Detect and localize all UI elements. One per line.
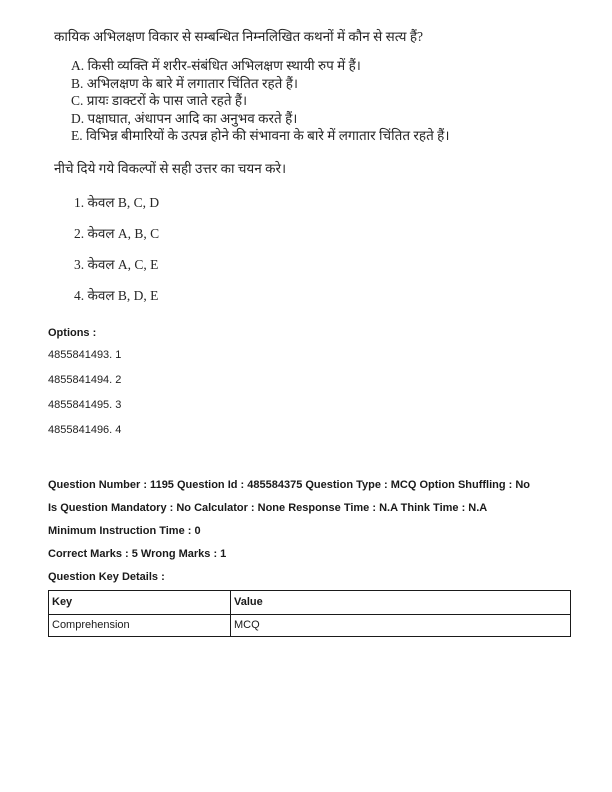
question-key-table bbox=[48, 590, 571, 637]
answer-option-2: 2. केवल A, B, C bbox=[74, 225, 160, 241]
metadata-line-4: Correct Marks : 5 Wrong Marks : 1 bbox=[48, 547, 227, 560]
answer-option-3: 3. केवल A, C, E bbox=[74, 256, 159, 272]
key-table-header-key: Key bbox=[49, 590, 231, 614]
key-table-cell-value: MCQ bbox=[231, 614, 571, 636]
metadata-line-2: Is Question Mandatory : No Calculator : None Response Time : N.A Think Time : N.A bbox=[48, 501, 488, 514]
statements-list bbox=[71, 57, 570, 145]
statement-item-d: D. पक्षाघात, अंधापन आदि का अनुभव करते हैं। bbox=[71, 110, 298, 126]
statement-item-a: A. किसी व्यक्ति में शरीर-संबंधित अभिलक्षण स्थायी रुप में हैं। bbox=[71, 58, 361, 73]
key-table-header-value: Value bbox=[231, 590, 571, 614]
answer-option-4: 4. केवल B, D, E bbox=[74, 287, 159, 303]
option-ids-list bbox=[48, 348, 570, 438]
statement-item-e: E. विभिन्न बीमारियों के उत्पन्न होने की संभावना के बारे में लगातार चिंतित रहते हैं। bbox=[71, 128, 450, 143]
statement-item-b: B. अभिलक्षण के बारे में लगातार चिंतित रहते हैं। bbox=[71, 75, 299, 91]
question-metadata bbox=[48, 474, 570, 589]
metadata-line-3: Minimum Instruction Time : 0 bbox=[48, 524, 201, 537]
key-table-row bbox=[49, 614, 571, 636]
answer-options-list bbox=[74, 194, 570, 305]
metadata-line-1: Question Number : 1195 Question Id : 485584375 Question Type : MCQ Option Shuffling : No bbox=[48, 478, 531, 491]
page-content bbox=[48, 28, 570, 637]
option-id-2: 4855841494. 2 bbox=[48, 373, 122, 386]
question-text: कायिक अभिलक्षण विकार से सम्बन्धित निम्नलिखित कथनों में कौन से सत्य हैं? bbox=[54, 29, 424, 44]
option-id-4: 4855841496. 4 bbox=[48, 423, 122, 436]
key-table-header-row bbox=[49, 590, 571, 614]
options-section-label: Options : bbox=[48, 326, 97, 339]
key-table-cell-key: Comprehension bbox=[49, 614, 231, 636]
instruction-text: नीचे दिये गये विकल्पों से सही उत्तर का चयन करे। bbox=[54, 160, 287, 176]
metadata-line-5: Question Key Details : bbox=[48, 570, 165, 583]
statement-item-c: C. प्रायः डाक्टरों के पास जाते रहते हैं। bbox=[71, 93, 248, 108]
option-id-3: 4855841495. 3 bbox=[48, 398, 122, 411]
option-id-1: 4855841493. 1 bbox=[48, 348, 122, 361]
answer-option-1: 1. केवल B, C, D bbox=[74, 194, 160, 210]
